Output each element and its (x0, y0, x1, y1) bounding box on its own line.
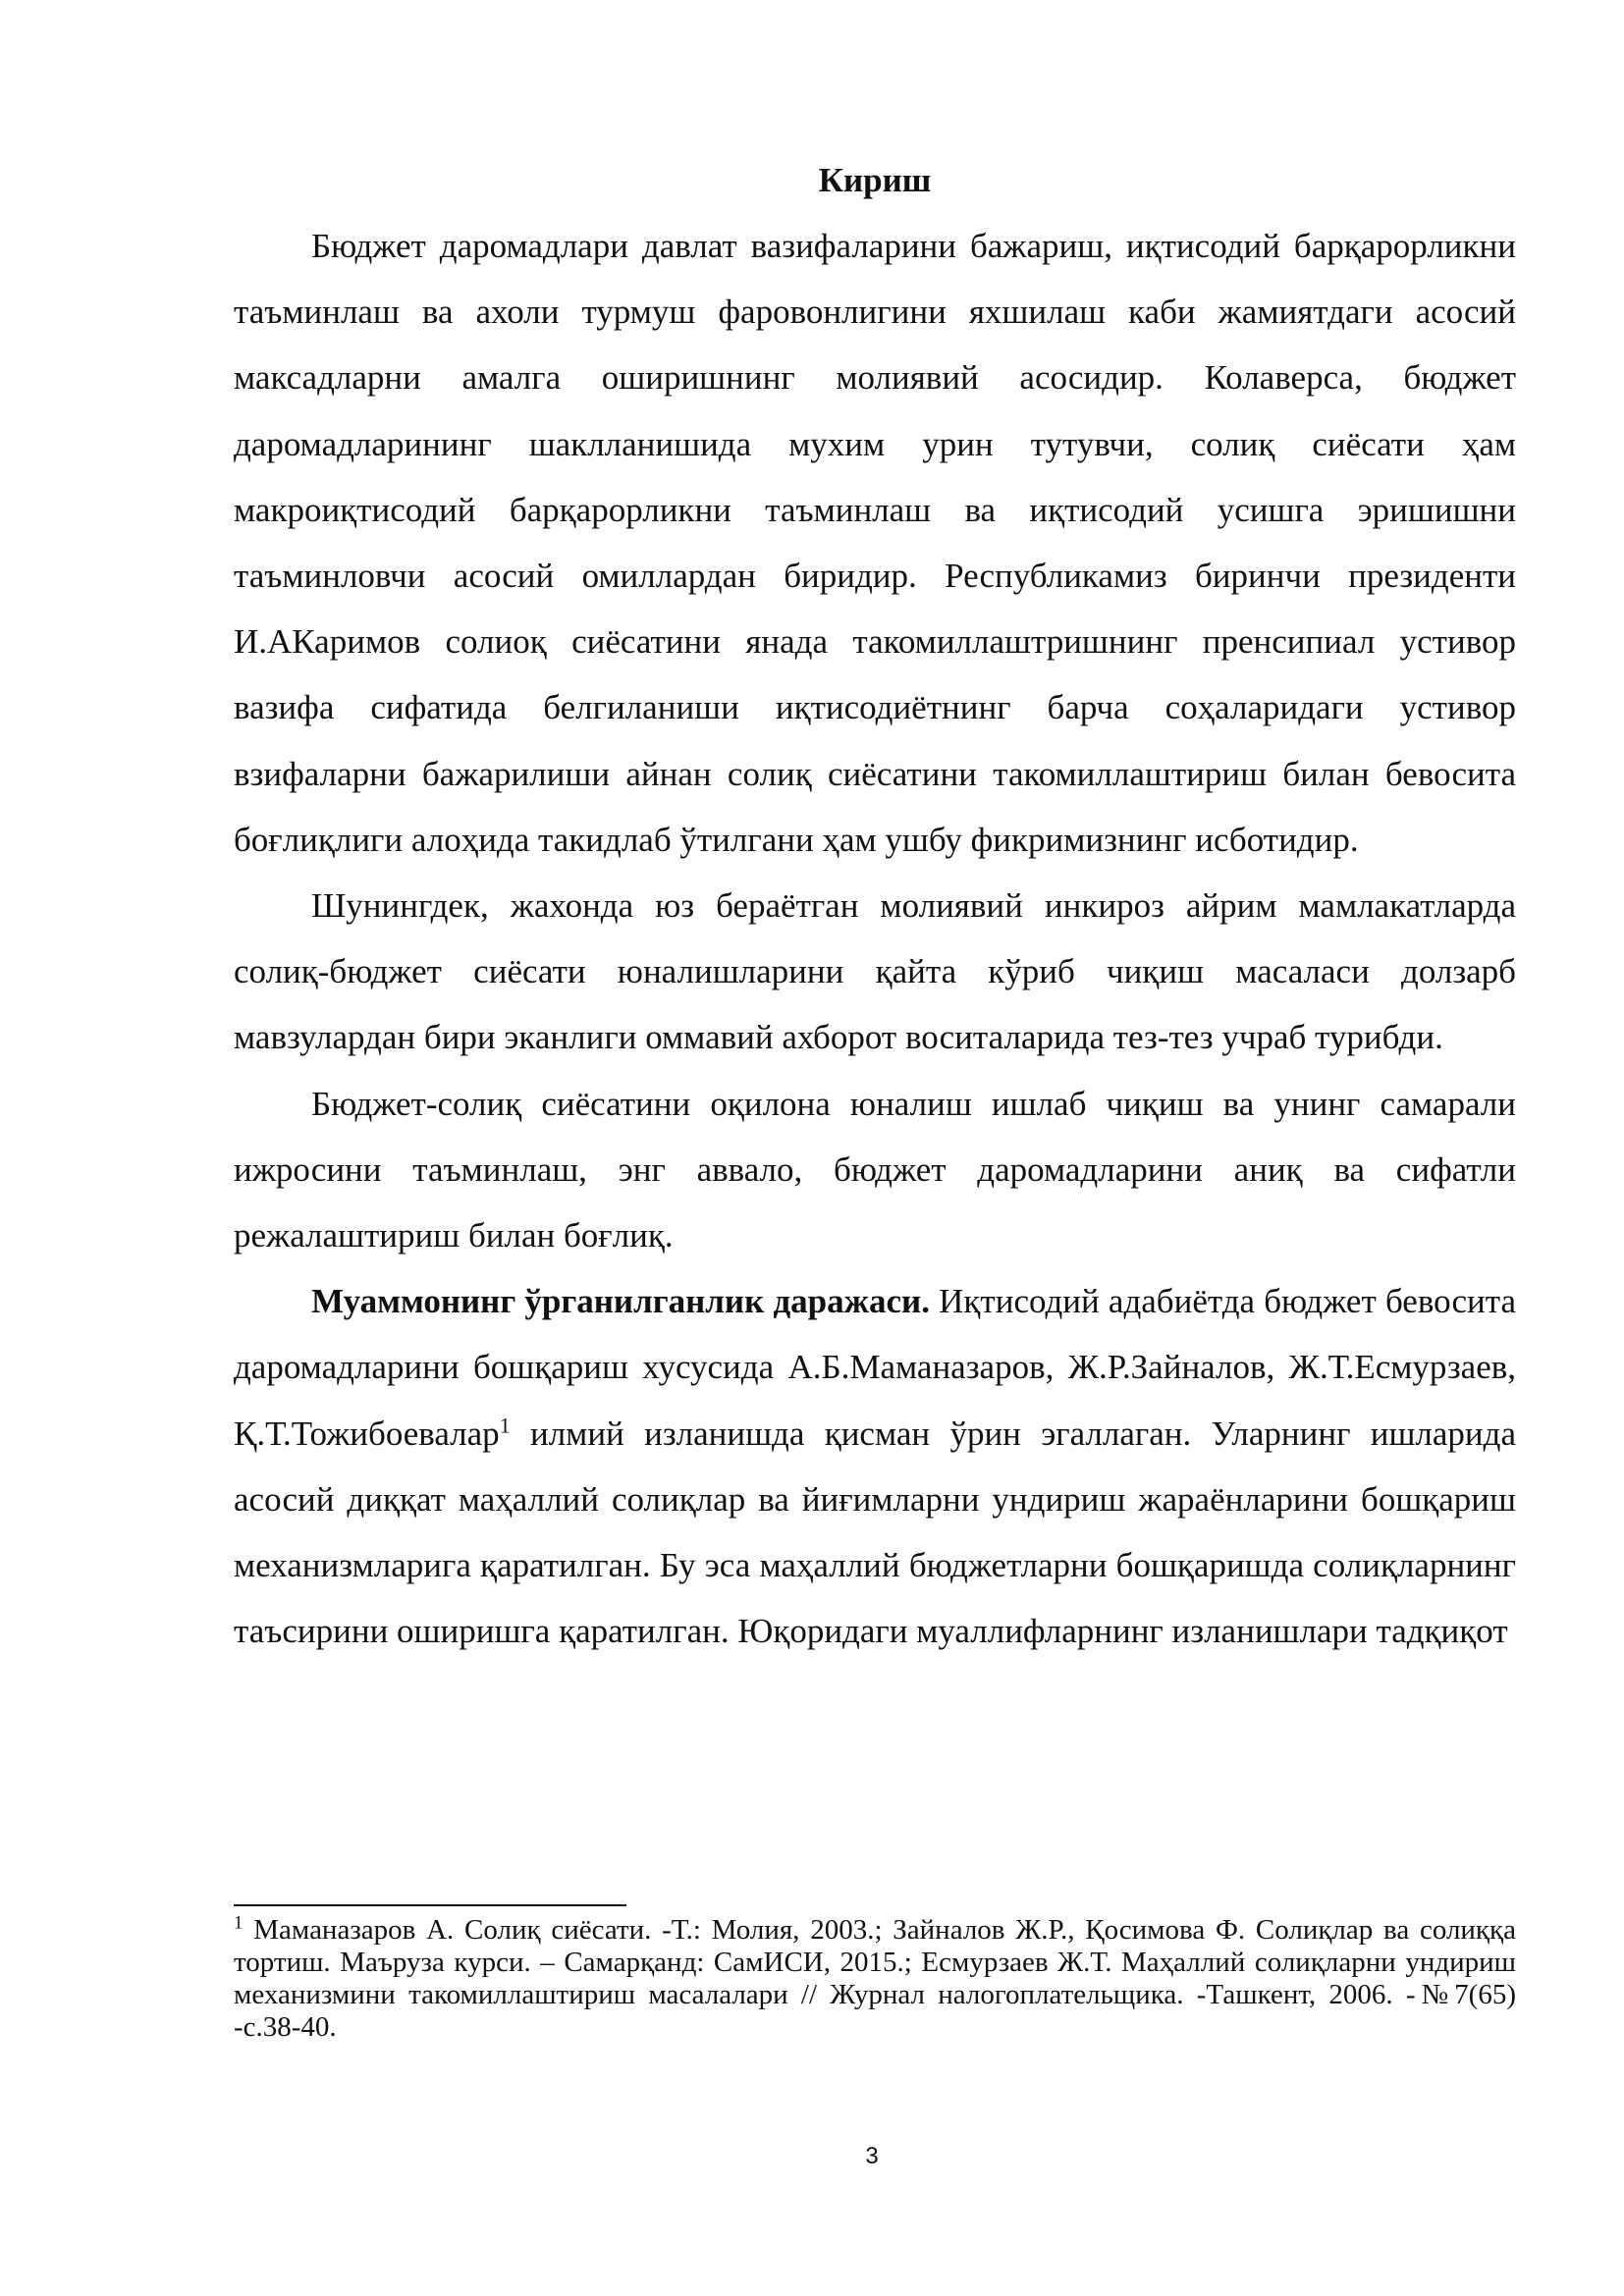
paragraph-3: Бюджет-солиқ сиёсатини оқилона юналиш ишлаб чиқиш ва унинг самарали ижросини таъминлаш, энг аввало, бюджет даромадларини аниқ ва сифатли режалаштириш билан боғлиқ. (234, 1084, 1516, 1255)
footnote-text: Маманазаров А. Солиқ сиёсати. -Т.: Молия, 2003.; Зайналов Ж.Р., Қосимова Ф. Солиқлар ва солиққа тортиш. Маъруза курси. – Самарқанд: СамИСИ, 2015.; Есмурзаев Ж.Т. Маҳаллий солиқларни ундириш механизмини такомиллаштириш масалалари // Журнал налогоплательщика. -Ташкент, 2006. -№7(65) -с.38-40. (234, 1914, 1516, 2043)
paragraph-4 (234, 1268, 1516, 1664)
footnote (234, 1914, 1516, 2044)
paragraph-4-text-a: Иқтисодий адабиётда бюджет бевосита даромадларини бошқариш хусусида А.Б.Маманазаров, Ж.Р.Зайналов, Ж.Т.Есмурзаев, Қ.Т.Тожибоевалар (234, 1282, 1517, 1453)
section-heading: Кириш (818, 161, 932, 199)
paragraph-4-bold-lead: Муаммонинг ўрганилганлик даражаси. (311, 1282, 930, 1321)
footnote-mark: 1 (234, 1912, 244, 1934)
page-body (234, 147, 1516, 1664)
paragraph-1: Бюджет даромадлари давлат вазифаларини бажариш, иқтисодий барқарорликни таъминлаш ва ахоли турмуш фаровонлигини яхшилаш каби жамиятдаги асосий максадларни амалга оширишнинг молиявий асосидир. Колаверса, бюджет даромадларининг шаклланишида мухим урин тутувчи, солиқ сиёсати ҳам макроиқтисодий барқарорликни таъминлаш ва иқтисодий усишга эришишни таъминловчи асосий омиллардан биридир. Республикамиз биринчи президенти И.АКаримов солиоқ сиёсатини янада такомиллаштришнинг пренсипиал устивор вазифа сифатида белгиланиши иқтисодиётнинг барча соҳаларидаги устивор взифаларни бажарилиши айнан солиқ сиёсатини такомиллаштириш билан бевосита боғлиқлиги алоҳида такидлаб ўтилгани ҳам ушбу фикримизнинг исботидир. (234, 227, 1516, 859)
paragraph-2: Шунингдек, жахонда юз бераётган молиявий инкироз айрим мамлакатларда солиқ-бюджет сиёсати юналишларини қайта кўриб чиқиш масаласи долзарб мавзулардан бири эканлиги оммавий ахборот воситаларида тез-тез учраб турибди. (234, 886, 1516, 1057)
footnote-divider (234, 1904, 626, 1906)
page-number: 3 (865, 2143, 879, 2169)
paragraph-4-text-b: илмий изланишда қисман ўрин эгаллаган. Уларнинг ишларида асосий диққат маҳаллий солиқлар ва йиғимларни ундириш жараёнларини бошқариш механизмларига қаратилган. Бу эса маҳаллий бюджетларни бошқаришда солиқларнинг таъсирини оширишга қаратилган. Юқоридаги муаллифларнинг изланишлари тадқиқот (234, 1414, 1516, 1651)
footnote-reference: 1 (499, 1413, 511, 1437)
